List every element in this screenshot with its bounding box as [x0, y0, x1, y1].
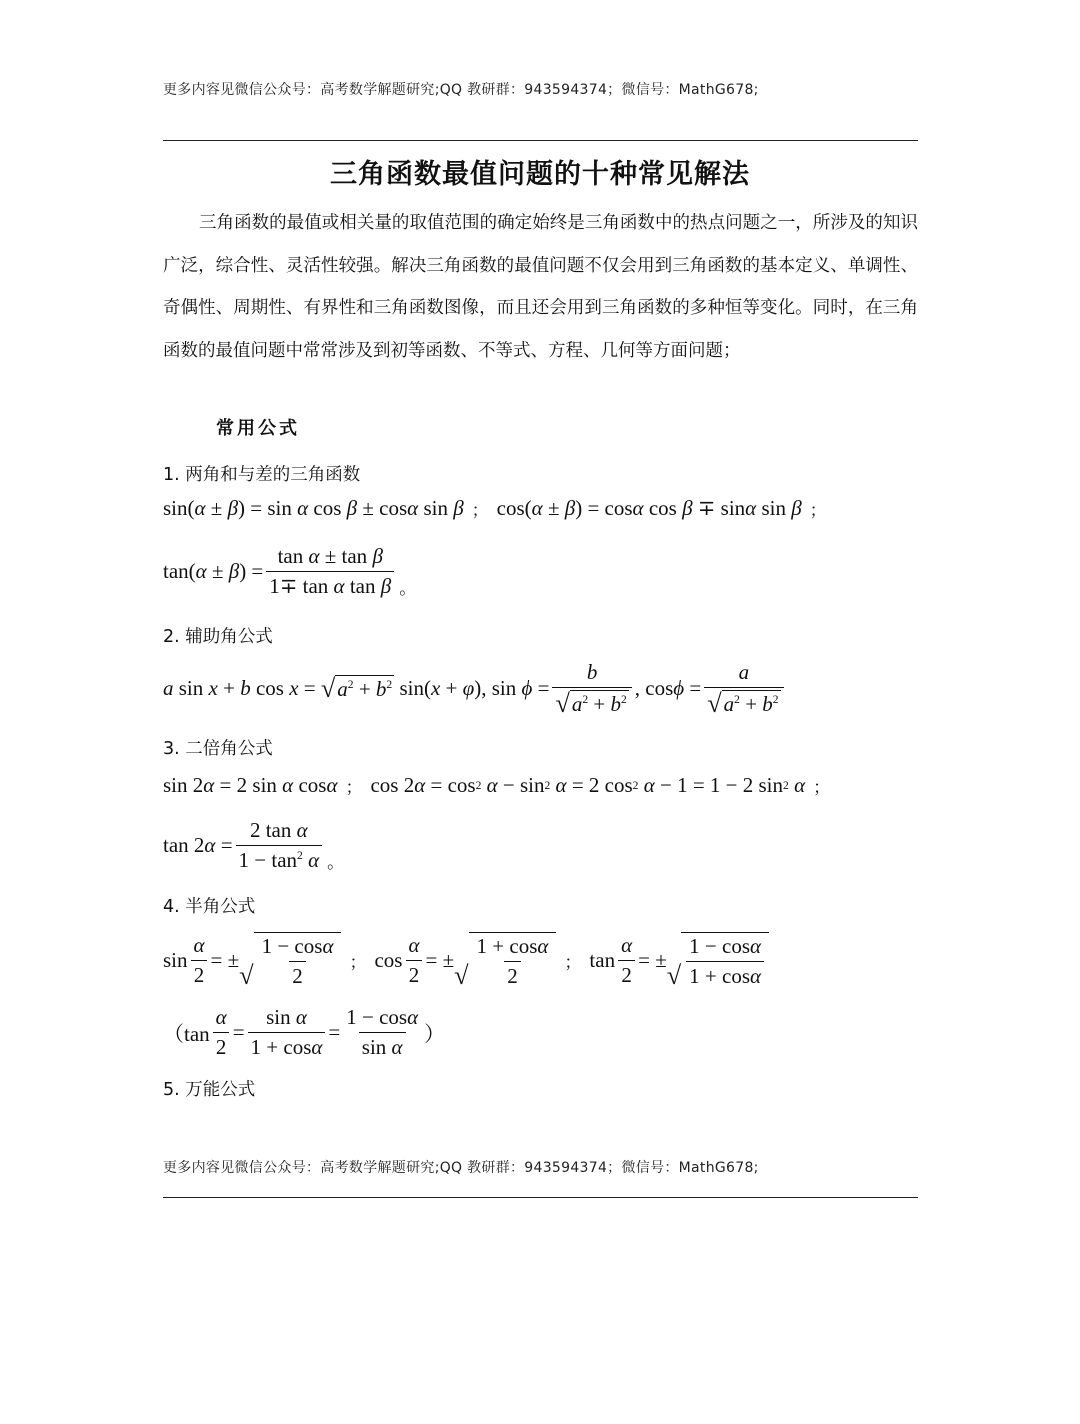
formula-auxiliary-angle: a sin x + b cos x = √ $a^2 + b^2$ sin( x + φ ), sin ϕ = b √ $a^2 + b^2$ , cos ϕ = a √ $a^2 + b^2$: [163, 660, 787, 718]
punct-semicolon: ；: [813, 778, 831, 798]
formula-double-angle-sin-cos: sin 2 α = 2 sin α cos α ； cos 2 α = cos 2 α − sin 2 α = 2 cos 2 α − 1 = 1 − 2 sin 2 α ；: [163, 773, 831, 798]
formula-half-angle-tan-alt: （tan $\frac{\alpha}{2}$ = $\frac{\text{sin α}}{1 + \cos\alpha}$ = $\frac{1 - \cos\alpha}{\text{sin α}}$ ）: [163, 1005, 446, 1059]
punct-semicolon: ；: [349, 953, 367, 973]
punct-semicolon: ；: [564, 953, 582, 973]
punct-period: 。: [399, 579, 417, 598]
section-subhead: 常用公式: [216, 418, 300, 439]
punct-period: 。: [327, 853, 345, 872]
intro-paragraph: 三角函数的最值或相关量的取值范围的确定始终是三角函数中的热点问题之一，所涉及的知识广泛，综合性、灵活性较强。解决三角函数的最值问题不仅会用到三角函数的基本定义、单调性、奇偶性、周期性、有界性和三角函数图像，而且还会用到三角函数的多种恒等变化。同时，在三角函数的最值问题中常常涉及到初等函数、不等式、方程、几何等方面问题；: [163, 213, 918, 361]
formula-sum-difference-sin-cos: sin( α ± β ) = sin α cos β ± cos α sin β ； cos( α ± β ) = cos α cos β ∓ sin α sin β ；: [163, 496, 827, 521]
footer-note: 更多内容见微信公众号：高考数学解题研究;QQ 教研群：943594374；微信号：MathG678;: [163, 1160, 759, 1176]
section-1-heading: 1. 两角和与差的三角函数: [163, 465, 361, 485]
punct-semicolon: ；: [345, 778, 363, 798]
section-5-heading: 5. 万能公式: [163, 1080, 256, 1100]
punct-semicolon: ；: [809, 501, 827, 521]
formula-half-angle: sin $\frac{\alpha}{2}$ = ± √ $\frac{1 - \cos\alpha}{2}$ ； cos $\frac{\alpha}{2}$ = ± √ $\frac{1 + \cos\alpha}{2}$ ； tan $\frac{\alpha}{2}$ = ± √ $\frac{1 - \cos\alpha}{1 + \cos\alpha}$: [163, 932, 769, 989]
punct-semicolon: ；: [471, 501, 489, 521]
section-4-heading: 4. 半角公式: [163, 897, 256, 917]
header-divider: [163, 140, 918, 141]
footer-divider: [163, 1197, 918, 1198]
section-3-heading: 3. 二倍角公式: [163, 739, 273, 759]
header-note: 更多内容见微信公众号：高考数学解题研究;QQ 教研群：943594374；微信号：MathG678;: [163, 82, 759, 98]
section-2-heading: 2. 辅助角公式: [163, 627, 273, 647]
formula-double-angle-tan: tan 2 α = $\frac{\text{2 tan α}}{1 - \tan^2 \alpha}$ 。: [163, 818, 345, 872]
page-title: 三角函数最值问题的十种常见解法: [330, 159, 750, 190]
formula-sum-difference-tan: tan( α ± β ) = $\frac{\text{tan α ± tan β}}{\text{1∓ tan α tan β}}$ 。: [163, 544, 417, 598]
